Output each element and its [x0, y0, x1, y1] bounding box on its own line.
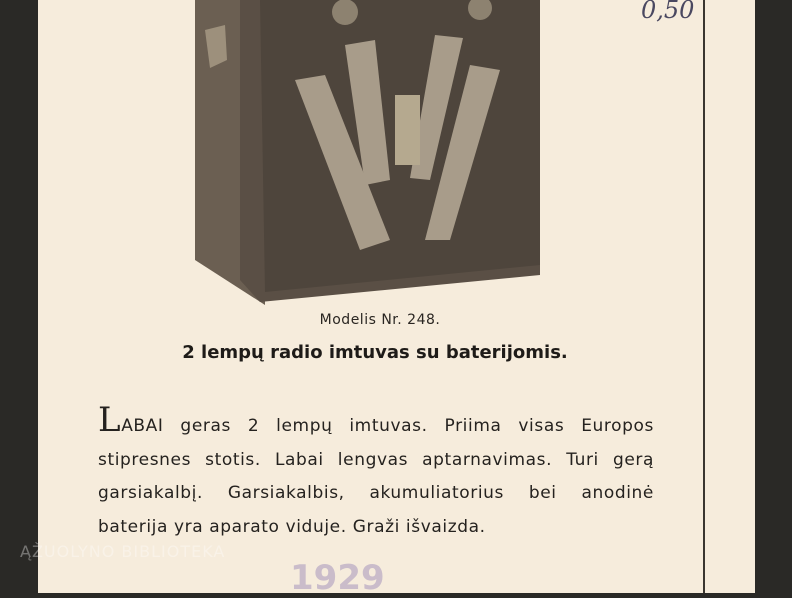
library-watermark: ĄŽUOLYNO BIBLIOTEKA: [20, 542, 226, 561]
date-stamp: 1929: [290, 558, 385, 598]
model-caption: Modelis Nr. 248.: [319, 312, 441, 328]
description-text: ABAI geras 2 lempų imtuvas. Priima visas Europos stipresnes stotis. Labai lengvas aptarnavimas. Turi gerą garsiakalbį. Garsiakalbis, akumuliatorius bei anodinė baterija yra aparato viduje. Graži išvaizda.: [98, 416, 654, 537]
margin-rule: [703, 0, 705, 593]
product-title: 2 lempų radio imtuvas su baterijomis.: [182, 342, 568, 363]
description-paragraph: [98, 400, 654, 544]
radio-illustration: [195, 0, 545, 305]
handwritten-price: 0,50: [641, 0, 695, 24]
drop-cap: L: [98, 400, 122, 440]
